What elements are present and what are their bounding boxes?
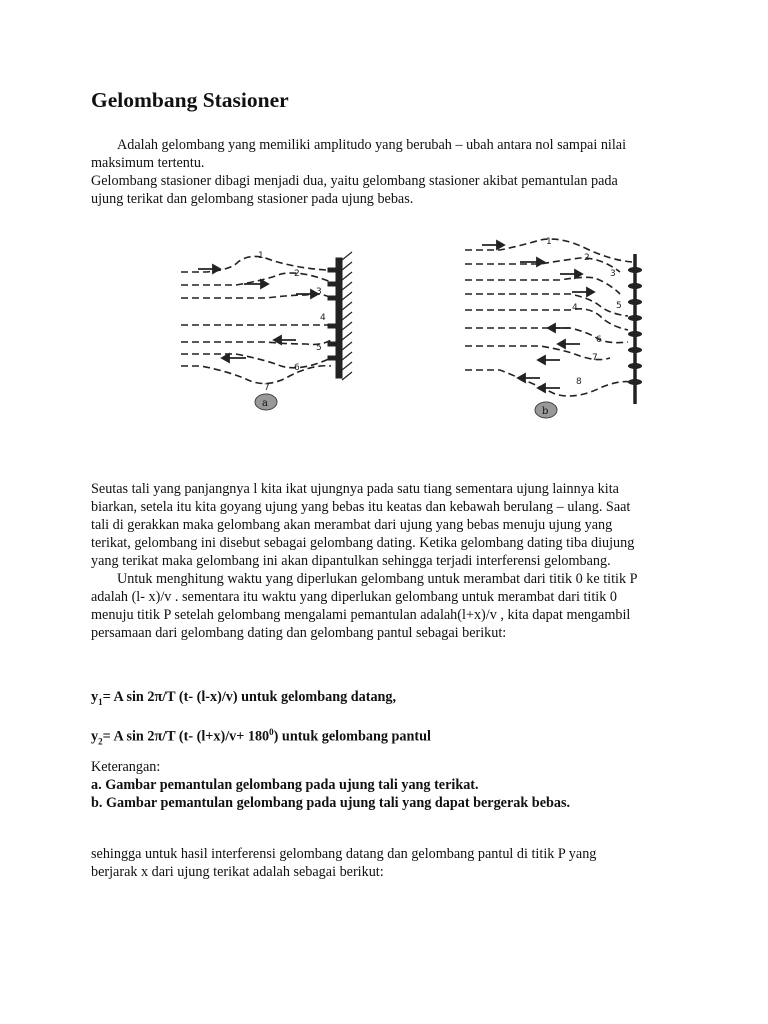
wave-line-7 xyxy=(181,366,331,384)
text-line: biarkan, setela itu kita goyang ujung yang bebas itu keatas dan kebawah berulang – ulang. Saat xyxy=(91,499,631,515)
text-line: terikat, gelombang ini disebut sebagai gelombang dating. Ketika gelombang dating tiba diujung xyxy=(91,535,635,551)
wave-number: 8 xyxy=(576,377,582,387)
wave-line-5 xyxy=(465,309,628,330)
wave-number: 7 xyxy=(592,353,598,363)
svg-text:b: b xyxy=(542,406,549,417)
wave-number: 4 xyxy=(320,313,326,323)
text-line: Seutas tali yang panjangnya l kita ikat ujungnya pada satu tiang sementara ujung lainnya kita xyxy=(91,481,619,497)
wave-line-3 xyxy=(465,277,620,294)
equation-incident-wave: $y_1= A$ sin 2π/T (t- (l-x)/v) untuk gelombang datang, xyxy=(91,689,397,707)
text-line: menuju titik P setelah gelombang mengalami pemantulan adalah(l+x)/v , kita dapat mengambil xyxy=(91,607,631,623)
keterangan-section xyxy=(91,758,691,812)
text-line: sehingga untuk hasil interferensi gelombang datang dan gelombang pantul di titik P yang xyxy=(91,846,597,862)
wave-number: 5 xyxy=(316,343,322,353)
wave-line-4 xyxy=(465,294,628,316)
wave-line-2 xyxy=(465,258,620,272)
wave-number: 6 xyxy=(294,363,300,373)
wave-number: 2 xyxy=(294,269,300,279)
text-line: Untuk menghitung waktu yang diperlukan gelombang untuk merambat dari titik 0 ke titik P xyxy=(117,571,638,587)
wave-number: 4 xyxy=(572,303,578,313)
text-line: persamaan dari gelombang dating dan gelombang pantul sebagai berikut: xyxy=(91,625,507,641)
text-line: tali di gerakkan maka gelombang akan merambat dari ujung yang bebas menuju ujung yang xyxy=(91,517,613,533)
text-line: ujung terikat dan gelombang stasioner pada ujung bebas. xyxy=(91,191,414,207)
figure-fixed-end xyxy=(176,240,376,415)
wave-number: 6 xyxy=(596,335,602,345)
body-paragraph xyxy=(91,480,691,642)
wave-number: 1 xyxy=(258,251,264,261)
wave-number: 5 xyxy=(616,301,622,311)
text-line: Adalah gelombang yang memiliki amplitudo yang berubah – ubah antara nol sampai nilai xyxy=(117,137,627,153)
figure-label-a xyxy=(255,394,277,410)
figure-label-b xyxy=(535,402,557,418)
svg-text:a: a xyxy=(262,398,268,409)
keterangan-item-a: a. Gambar pemantulan gelombang pada ujung tali yang terikat. xyxy=(91,777,479,793)
wave-line-8 xyxy=(465,370,632,396)
wave-number: 7 xyxy=(264,383,270,393)
text-line: berjarak x dari ujung terikat adalah sebagai berikut: xyxy=(91,864,384,880)
wave-line-7 xyxy=(465,346,610,360)
text-line: Gelombang stasioner dibagi menjadi dua, yaitu gelombang stasioner akibat pemantulan pada xyxy=(91,173,618,189)
wave-number: 3 xyxy=(610,269,616,279)
wave-number: 3 xyxy=(316,287,322,297)
keterangan-item-b: b. Gambar pemantulan gelombang pada ujung tali yang dapat bergerak bebas. xyxy=(91,795,571,811)
page-title: Gelombang Stasioner xyxy=(91,88,289,112)
text-line: yang terikat maka gelombang ini akan dipantulkan sehingga terjadi interferensi gelombang. xyxy=(91,553,611,569)
intro-paragraph xyxy=(91,136,691,208)
fixed-wall xyxy=(328,252,352,380)
closing-paragraph xyxy=(91,845,691,881)
figure-free-end xyxy=(460,232,660,422)
wave-number: 1 xyxy=(546,237,552,247)
keterangan-heading: Keterangan: xyxy=(91,759,161,775)
equation-reflected-wave: $y_2= A$ sin 2π/T (t- $(l+x)/v+ 180^0$) untuk gelombang pantul xyxy=(91,727,431,747)
text-line: maksimum tertentu. xyxy=(91,155,205,171)
wave-line-6 xyxy=(465,328,628,343)
free-end-pole xyxy=(628,254,642,404)
text-line: adalah (l- x)/v . sementara itu waktu yang diperlukan gelombang untuk merambat dari titik 0 xyxy=(91,589,617,605)
wave-number: 2 xyxy=(584,253,590,263)
wave-line-5 xyxy=(181,340,331,345)
